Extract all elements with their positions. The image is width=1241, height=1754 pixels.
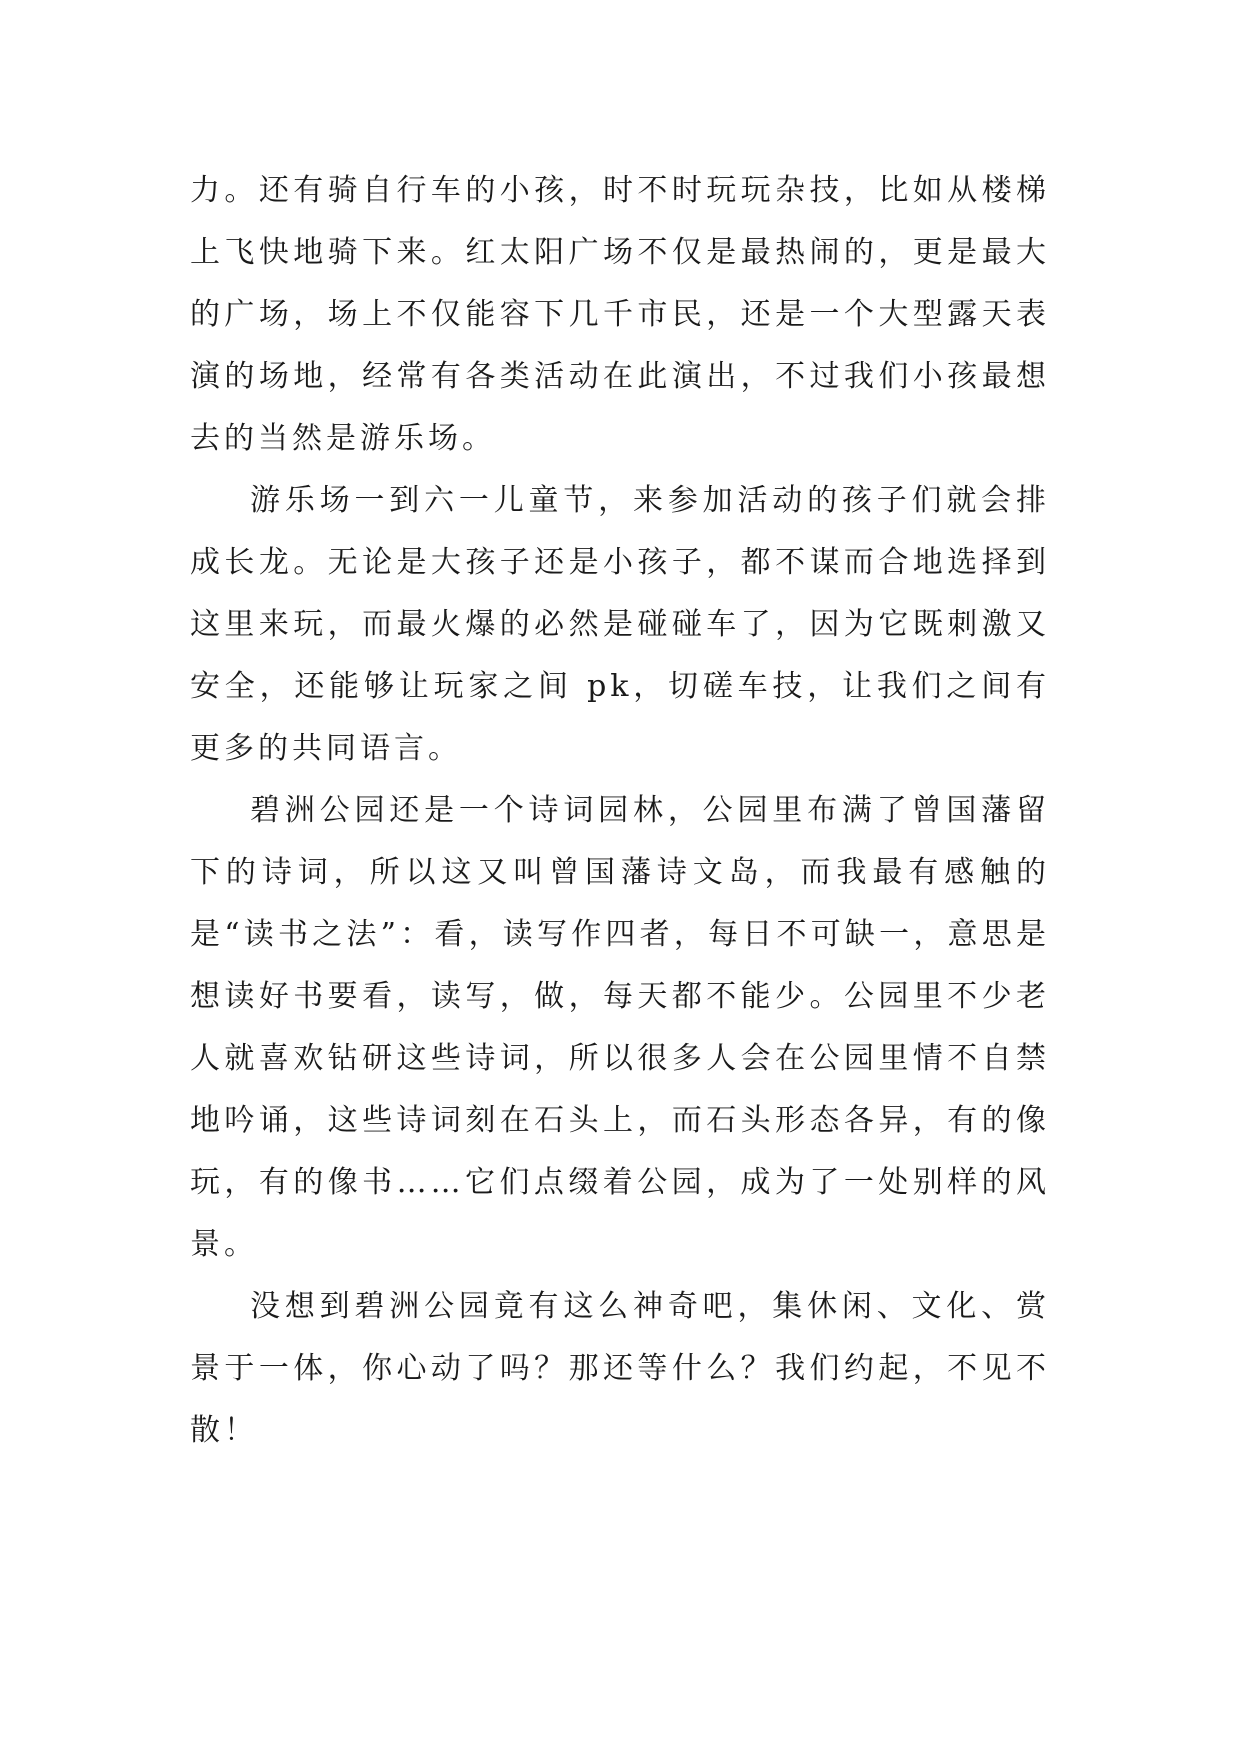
paragraph-4: 没想到碧洲公园竟有这么神奇吧，集休闲、文化、赏景于一体，你心动了吗？那还等什么？我们约起，不见不散！ [190,1289,1050,1448]
paragraph-3: 碧洲公园还是一个诗词园林，公园里布满了曾国藩留下的诗词，所以这又叫曾国藩诗文岛，而我最有感触的是“读书之法”：看，读写作四者，每日不可缺一，意思是想读好书要看，读写，做，每天都不能少。公园里不少老人就喜欢钻研这些诗词，所以很多人会在公园里情不自禁地吟诵，这些诗词刻在石头上，而石头形态各异，有的像玩，有的像书……它们点缀着公园，成为了一处别样的风景。 [190,793,1050,1262]
paragraph-2: 游乐场一到六一儿童节，来参加活动的孩子们就会排成长龙。无论是大孩子还是小孩子，都不谋而合地选择到这里来玩，而最火爆的必然是碰碰车了，因为它既刺激又安全，还能够让玩家之间 pk，切磋车技，让我们之间有更多的共同语言。 [190,483,1050,766]
body-text [190,160,1050,1462]
paragraph-1: 力。还有骑自行车的小孩，时不时玩玩杂技，比如从楼梯上飞快地骑下来。红太阳广场不仅是最热闹的，更是最大的广场，场上不仅能容下几千市民，还是一个大型露天表演的场地，经常有各类活动在此演出，不过我们小孩最想去的当然是游乐场。 [190,173,1050,456]
